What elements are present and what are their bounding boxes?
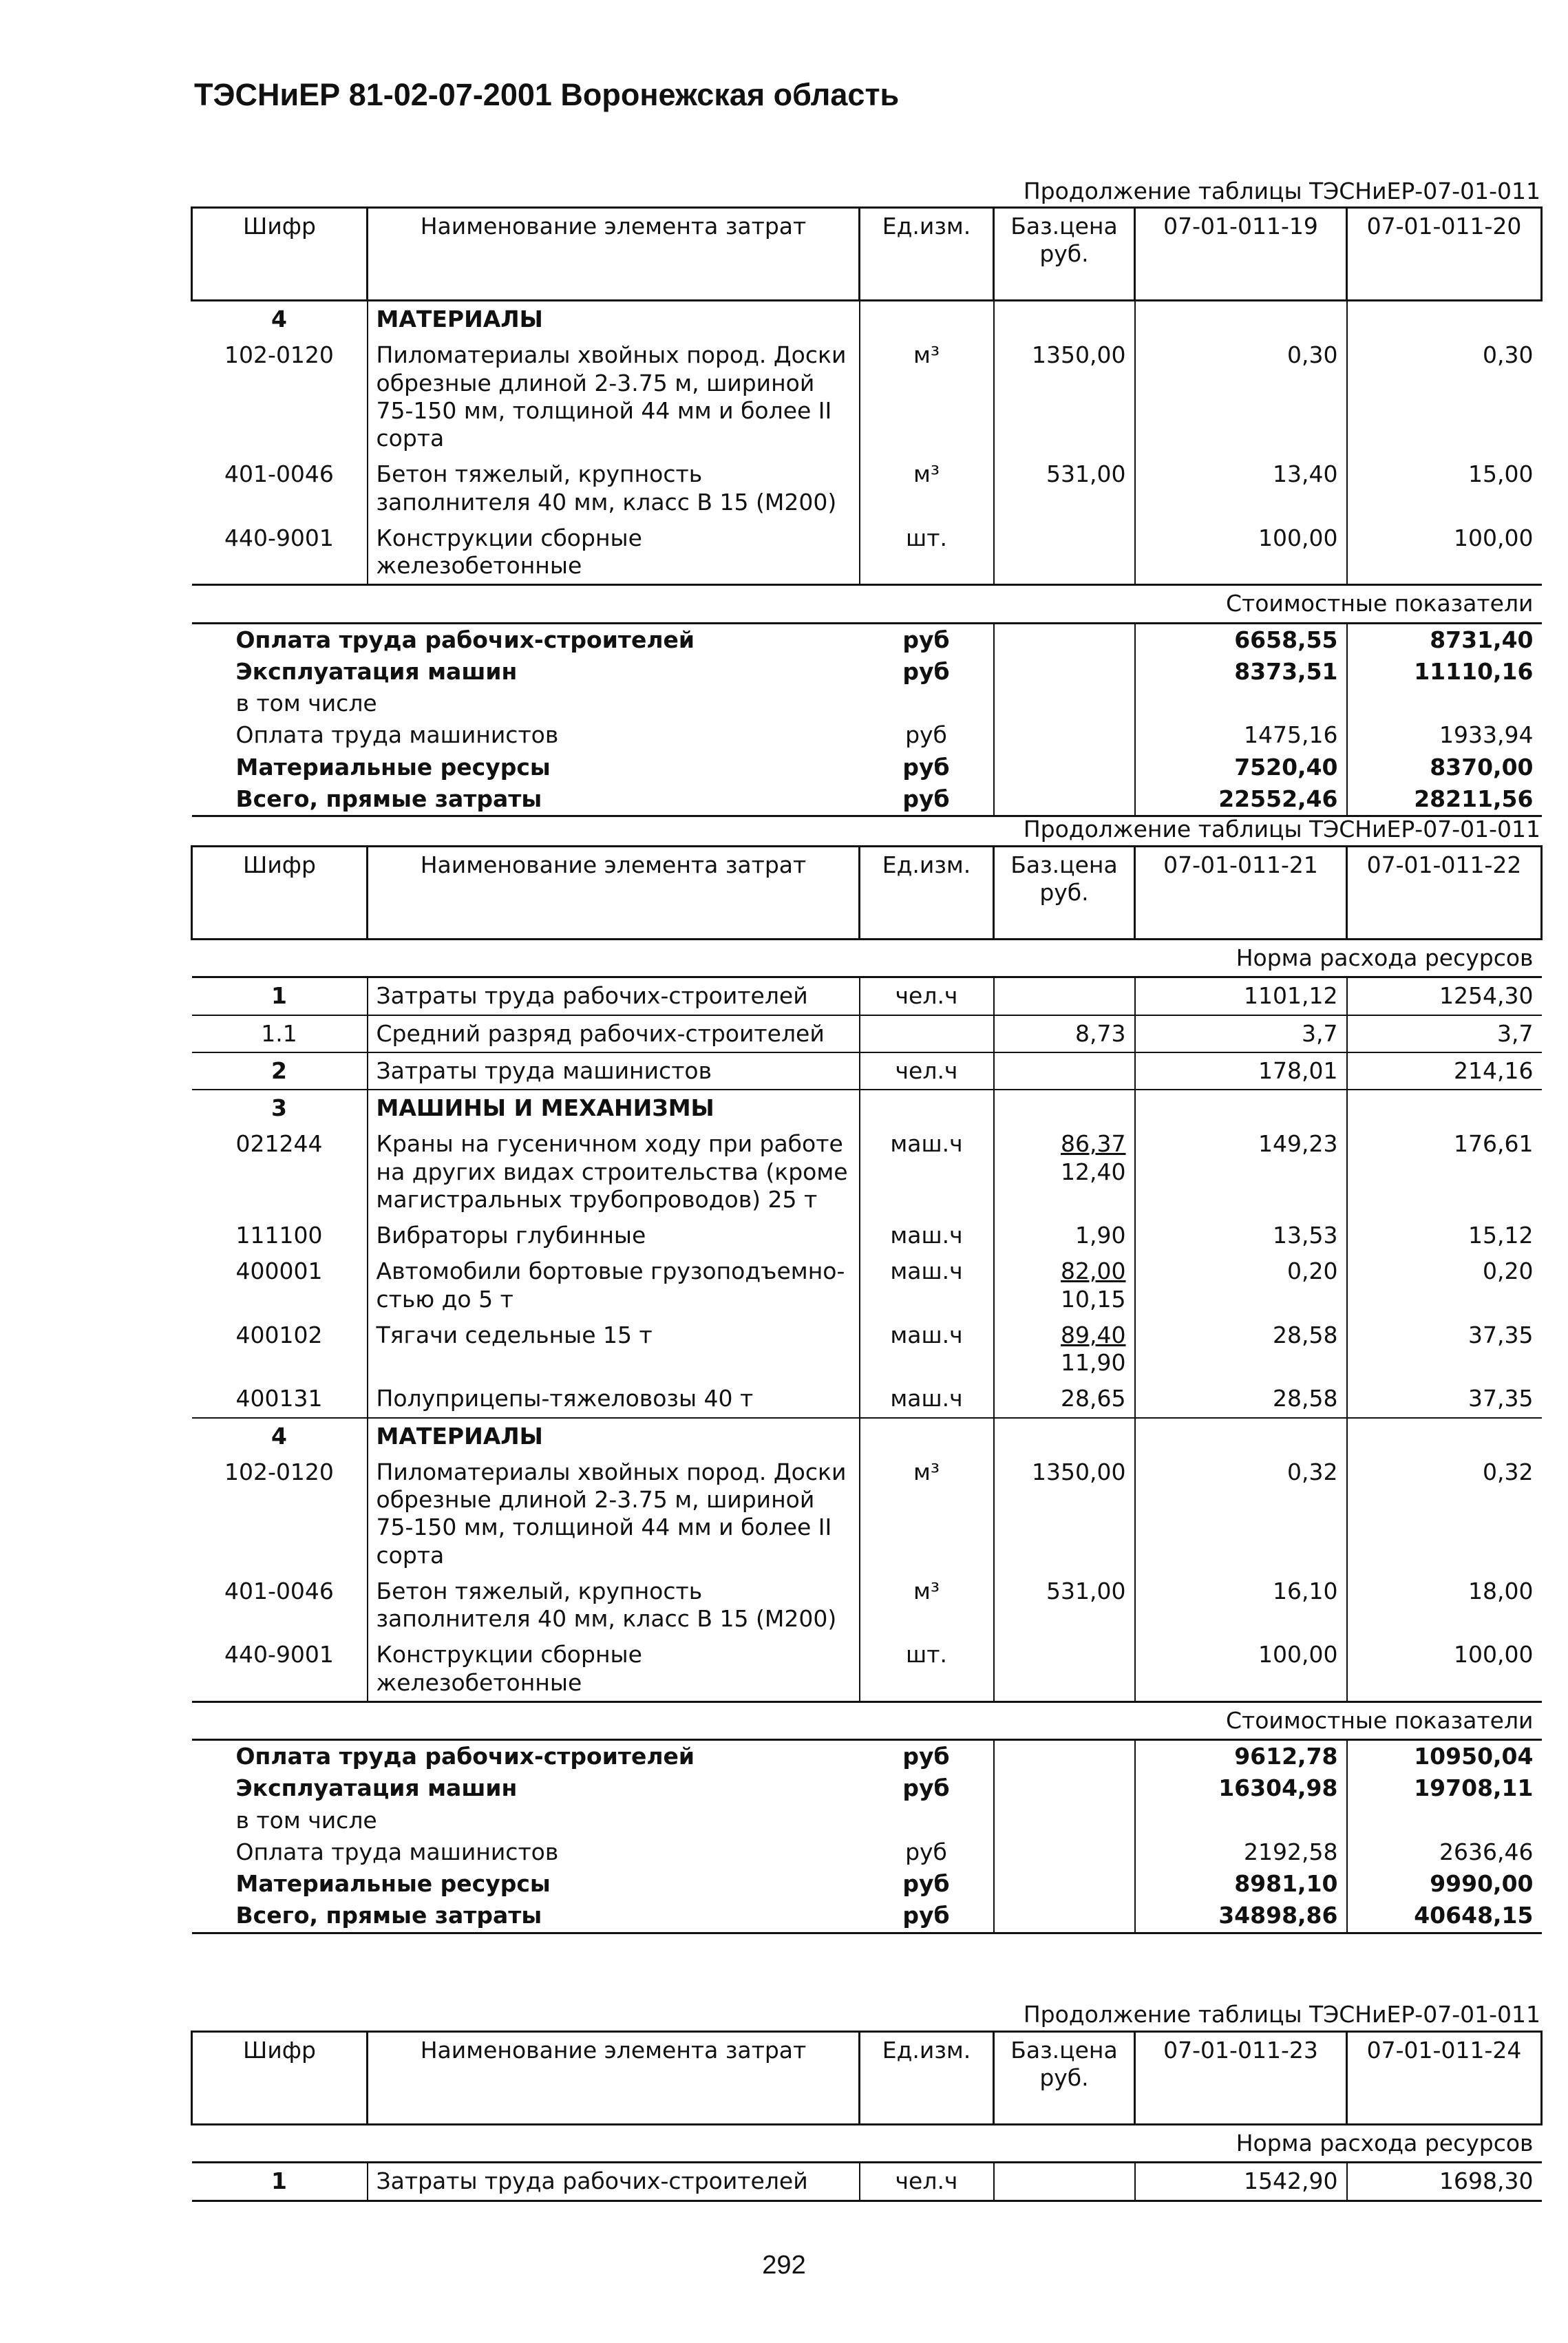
continuation-label-3: Продолжение таблицы ТЭСНиЕР-07-01-011: [1023, 2001, 1540, 2028]
row-unit: м³: [860, 1573, 994, 1637]
col-header-price: Баз.цена руб.: [994, 2032, 1135, 2125]
section-row-machines: [192, 1090, 1542, 1126]
price-main: 82,00: [1061, 1258, 1126, 1285]
table-header-row: [192, 2032, 1542, 2125]
section-title: МАТЕРИАЛЫ: [368, 301, 860, 338]
continuation-label-1: Продолжение таблицы ТЭСНиЕР-07-01-011: [1023, 178, 1540, 204]
cost-row: [192, 688, 1542, 719]
cost-unit: руб: [860, 1836, 994, 1868]
cost-header-label: Стоимостные показатели: [192, 1701, 1542, 1739]
row-price: [994, 1637, 1135, 1701]
col-header-name: Наименование элемента затрат: [368, 208, 860, 301]
row-price: [994, 520, 1135, 585]
row-code: 102-0120: [192, 1454, 368, 1573]
table-row: [192, 1454, 1542, 1573]
row-price: [994, 1126, 1135, 1218]
cost-label: Оплата труда рабочих-строителей: [235, 1743, 695, 1770]
norm-header-label: Норма расхода ресурсов: [192, 940, 1542, 977]
col-header-norm-b: 07-01-011-22: [1347, 847, 1542, 940]
cost-value-a: 34898,86: [1135, 1900, 1347, 1933]
row-name: Вибраторы глубинные: [368, 1218, 860, 1253]
row-name: Затраты труда машинистов: [368, 1052, 860, 1090]
cost-value-a: 16304,98: [1135, 1772, 1347, 1804]
row-value-b: 3,7: [1347, 1015, 1542, 1052]
row-name: Бетон тяжелый, крупность заполнителя 40 мм, класс В 15 (М200): [368, 1573, 860, 1637]
row-price: 531,00: [994, 1573, 1135, 1637]
row-value-a: 16,10: [1135, 1573, 1347, 1637]
row-value-b: 214,16: [1347, 1052, 1542, 1090]
norm-header-label: Норма расхода ресурсов: [192, 2125, 1542, 2163]
row-value-b: 1254,30: [1347, 977, 1542, 1015]
row-name: Затраты труда рабочих-строителей: [368, 977, 860, 1015]
row-price: 1350,00: [994, 1454, 1135, 1573]
col-header-name: Наименование элемента затрат: [368, 847, 860, 940]
row-value-a: 28,58: [1135, 1381, 1347, 1417]
row-code: 2: [192, 1052, 368, 1090]
price-operator: 12,40: [1061, 1158, 1126, 1185]
cost-unit: руб: [860, 752, 994, 783]
row-code: 1: [192, 977, 368, 1015]
row-value-a: 0,30: [1135, 337, 1347, 456]
row-name: Конструкции сборные железобетонные: [368, 1637, 860, 1701]
cost-unit: руб: [860, 1772, 994, 1804]
col-header-code: Шифр: [192, 847, 368, 940]
row-unit: м³: [860, 456, 994, 520]
cost-label: Оплата труда машинистов: [235, 721, 559, 749]
table-row: [192, 2163, 1542, 2201]
cost-label: Всего, прямые затраты: [192, 783, 860, 816]
row-name: Бетон тяжелый, крупность заполнителя 40 мм, класс В 15 (М200): [368, 456, 860, 520]
row-value-a: 0,20: [1135, 1253, 1347, 1317]
cost-row: [192, 1740, 1542, 1773]
row-unit: маш.ч: [860, 1218, 994, 1253]
section-row-materials: [192, 1418, 1542, 1454]
table-row: [192, 1253, 1542, 1317]
cost-label: Всего, прямые затраты: [192, 1900, 860, 1933]
row-value-b: 0,30: [1483, 341, 1534, 369]
row-unit: маш.ч: [860, 1126, 994, 1218]
row-value-b: 100,00: [1454, 1641, 1534, 1668]
table-header-row: [192, 847, 1542, 940]
cost-unit: руб: [860, 1868, 994, 1900]
row-price: 531,00: [994, 456, 1135, 520]
cost-value-b: 8370,00: [1430, 753, 1534, 781]
row-price: [994, 1253, 1135, 1317]
page-number: 292: [762, 2251, 806, 2280]
row-name: Затраты труда рабочих-строителей: [368, 2163, 860, 2201]
cost-label: Материальные ресурсы: [235, 1870, 551, 1897]
row-name: Пиломатериалы хвойных пород. Доски обрезные длиной 2-3.75 м, шириной 75-150 мм, толщиной 44 мм и более II сорта: [368, 337, 860, 456]
cost-row: [192, 752, 1542, 783]
col-header-unit: Ед.изм.: [860, 847, 994, 940]
row-value-b: 176,61: [1454, 1130, 1534, 1158]
cost-section-header: [192, 585, 1542, 623]
row-code: 111100: [192, 1218, 368, 1253]
cost-value-b: 11110,16: [1414, 657, 1534, 685]
table-row: [192, 1637, 1542, 1701]
cost-row: [192, 656, 1542, 688]
row-value-a: 13,40: [1135, 456, 1347, 520]
cost-unit: руб: [860, 656, 994, 688]
row-name: Краны на гусеничном ходу при работе на других видах строительства (кроме магистральных трубопроводов) 25 т: [368, 1126, 860, 1218]
cost-header-label: Стоимостные показатели: [192, 585, 1542, 623]
row-value-a: 28,58: [1135, 1317, 1347, 1381]
row-value-a: 1542,90: [1135, 2163, 1347, 2201]
section-title: МАТЕРИАЛЫ: [368, 1418, 860, 1454]
cost-value-b: 8731,40: [1430, 626, 1534, 653]
row-code: 400102: [192, 1317, 368, 1381]
row-value-b: 15,00: [1468, 460, 1534, 488]
cost-value-b: 19708,11: [1414, 1774, 1534, 1802]
row-unit: [860, 1015, 994, 1052]
row-value-b: 15,12: [1468, 1222, 1534, 1249]
row-value-a: 3,7: [1135, 1015, 1347, 1052]
cost-label: Эксплуатация машин: [235, 657, 518, 685]
table-row: [192, 1126, 1542, 1218]
col-header-norm-b: 07-01-011-24: [1347, 2032, 1542, 2125]
cost-label: в том числе: [235, 690, 377, 717]
col-header-code: Шифр: [192, 2032, 368, 2125]
row-code: 1: [192, 2163, 368, 2201]
resource-table-2: [191, 845, 1543, 1934]
row-name: Тягачи седельные 15 т: [368, 1317, 860, 1381]
price-operator: 11,90: [1061, 1349, 1126, 1376]
col-header-code: Шифр: [192, 208, 368, 301]
cost-label: Оплата труда рабочих-строителей: [235, 626, 695, 653]
cost-label: Материальные ресурсы: [235, 753, 551, 781]
row-value-b: 18,00: [1468, 1577, 1534, 1604]
resource-table-1: [191, 206, 1543, 817]
col-header-unit: Ед.изм.: [860, 2032, 994, 2125]
row-name: Пиломатериалы хвойных пород. Доски обрезные длиной 2-3.75 м, шириной 75-150 мм, толщиной 44 мм и более II сорта: [368, 1454, 860, 1573]
norm-section-header: [192, 940, 1542, 977]
row-value-a: 149,23: [1135, 1126, 1347, 1218]
section-number: 4: [192, 301, 368, 338]
table-row: [192, 337, 1542, 456]
col-header-norm-a: 07-01-011-21: [1135, 847, 1347, 940]
cost-value-b: 2636,46: [1439, 1838, 1534, 1865]
row-value-a: 100,00: [1135, 1637, 1347, 1701]
cost-row: [192, 1836, 1542, 1868]
row-unit: шт.: [860, 520, 994, 585]
cost-value-a: 6658,55: [1135, 623, 1347, 656]
continuation-label-2: Продолжение таблицы ТЭСНиЕР-07-01-011: [1023, 816, 1540, 842]
col-header-norm-b: 07-01-011-20: [1347, 208, 1542, 301]
row-price: [994, 1317, 1135, 1381]
col-header-norm-a: 07-01-011-19: [1135, 208, 1347, 301]
cost-row: [192, 1772, 1542, 1804]
table-row: [192, 1573, 1542, 1637]
row-code: 102-0120: [192, 337, 368, 456]
col-header-norm-a: 07-01-011-23: [1135, 2032, 1347, 2125]
cost-unit: руб: [860, 1740, 994, 1773]
cost-row: [192, 1868, 1542, 1900]
row-code: 400131: [192, 1381, 368, 1417]
cost-unit: руб: [860, 719, 994, 751]
row-unit: м³: [860, 337, 994, 456]
row-unit: маш.ч: [860, 1317, 994, 1381]
table-row: [192, 1317, 1542, 1381]
row-code: 400001: [192, 1253, 368, 1317]
row-price: 1,90: [994, 1218, 1135, 1253]
row-code: 401-0046: [192, 456, 368, 520]
cost-value-b: 28211,56: [1347, 783, 1542, 816]
cost-row: [192, 1805, 1542, 1836]
row-value-a: 1101,12: [1135, 977, 1347, 1015]
cost-value-b: 40648,15: [1347, 1900, 1542, 1933]
cost-value-b: 9990,00: [1430, 1870, 1534, 1897]
row-value-a: 178,01: [1135, 1052, 1347, 1090]
table-row: [192, 1015, 1542, 1052]
cost-label: Эксплуатация машин: [235, 1774, 518, 1802]
row-unit: м³: [860, 1454, 994, 1573]
cost-unit: руб: [860, 783, 994, 816]
row-name: Средний разряд рабочих-строителей: [368, 1015, 860, 1052]
row-code: 1.1: [192, 1015, 368, 1052]
row-price: 8,73: [994, 1015, 1135, 1052]
cost-row: [192, 783, 1542, 816]
price-main: 86,37: [1061, 1130, 1126, 1158]
cost-label: Оплата труда машинистов: [235, 1838, 559, 1865]
row-code: 021244: [192, 1126, 368, 1218]
table-row: [192, 1381, 1542, 1417]
cost-value-a: 8981,10: [1135, 1868, 1347, 1900]
section-number: 4: [192, 1418, 368, 1454]
cost-value-a: 7520,40: [1135, 752, 1347, 783]
row-value-b: 100,00: [1454, 524, 1534, 551]
section-number: 3: [192, 1090, 368, 1126]
row-value-b: 0,32: [1483, 1458, 1534, 1485]
section-row-materials: [192, 301, 1542, 338]
cost-row: [192, 623, 1542, 656]
cost-value-a: 22552,46: [1135, 783, 1347, 816]
table-row: [192, 520, 1542, 585]
row-value-b: 37,35: [1468, 1321, 1534, 1348]
row-value-b: 1698,30: [1347, 2163, 1542, 2201]
cost-value-a: 8373,51: [1135, 656, 1347, 688]
row-value-a: 13,53: [1135, 1218, 1347, 1253]
row-unit: чел.ч: [860, 2163, 994, 2201]
cost-unit: руб: [860, 1900, 994, 1933]
row-unit: чел.ч: [860, 977, 994, 1015]
cost-value-a: 9612,78: [1135, 1740, 1347, 1773]
cost-value-b: 1933,94: [1439, 721, 1534, 749]
row-code: 401-0046: [192, 1573, 368, 1637]
cost-value-a: 1475,16: [1135, 719, 1347, 751]
cost-value-a: 2192,58: [1135, 1836, 1347, 1868]
cost-section-header: [192, 1701, 1542, 1739]
row-name: Конструкции сборные железобетонные: [368, 520, 860, 585]
table-row: [192, 977, 1542, 1015]
row-price: [994, 1052, 1135, 1090]
col-header-price: Баз.цена руб.: [994, 847, 1135, 940]
table-row: [192, 456, 1542, 520]
table-row: [192, 1052, 1542, 1090]
col-header-name: Наименование элемента затрат: [368, 2032, 860, 2125]
document-title: ТЭСНиЕР 81-02-07-2001 Воронежская область: [194, 77, 900, 112]
row-price: [994, 977, 1135, 1015]
row-value-b: 0,20: [1483, 1258, 1534, 1285]
row-unit: чел.ч: [860, 1052, 994, 1090]
row-value-a: 0,32: [1135, 1454, 1347, 1573]
row-price: 1350,00: [994, 337, 1135, 456]
row-unit: маш.ч: [860, 1253, 994, 1317]
row-name: Полуприцепы-тяжеловозы 40 т: [368, 1381, 860, 1417]
price-main: 89,40: [1061, 1321, 1126, 1348]
price-operator: 10,15: [1061, 1285, 1126, 1313]
row-price: [994, 2163, 1135, 2201]
row-code: 440-9001: [192, 520, 368, 585]
row-price: 28,65: [994, 1381, 1135, 1417]
col-header-unit: Ед.изм.: [860, 208, 994, 301]
resource-table-3: [191, 2031, 1543, 2202]
row-unit: маш.ч: [860, 1381, 994, 1417]
row-value-a: 100,00: [1135, 520, 1347, 585]
section-title: МАШИНЫ И МЕХАНИЗМЫ: [368, 1090, 860, 1126]
table-header-row: [192, 208, 1542, 301]
norm-section-header: [192, 2125, 1542, 2163]
table-row: [192, 1218, 1542, 1253]
row-name: Автомобили бортовые грузоподъемно-стью до 5 т: [368, 1253, 860, 1317]
row-unit: шт.: [860, 1637, 994, 1701]
row-code: 440-9001: [192, 1637, 368, 1701]
cost-row: [192, 719, 1542, 751]
cost-unit: руб: [860, 623, 994, 656]
cost-row: [192, 1900, 1542, 1933]
row-value-b: 37,35: [1347, 1381, 1542, 1417]
col-header-price: Баз.цена руб.: [994, 208, 1135, 301]
cost-label: в том числе: [235, 1806, 377, 1834]
cost-value-b: 10950,04: [1414, 1743, 1534, 1770]
